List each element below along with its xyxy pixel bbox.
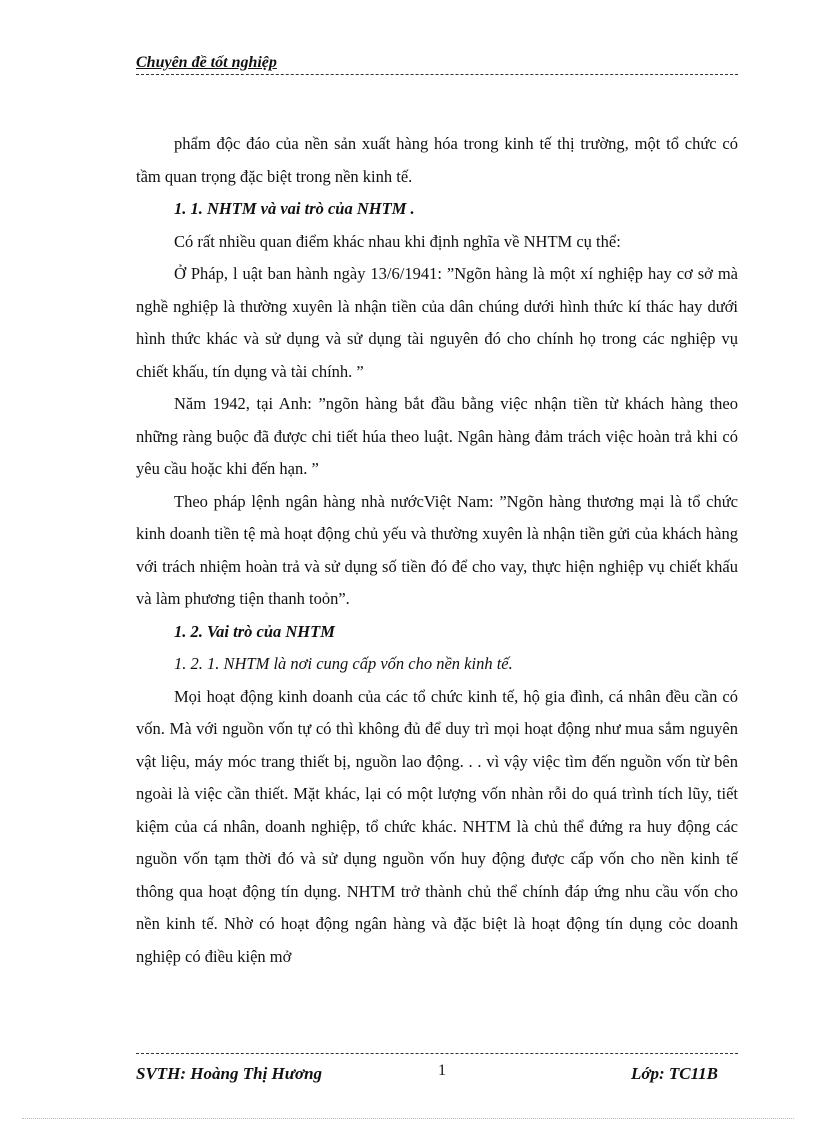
document-body (136, 128, 738, 973)
footer-author: SVTH: Hoàng Thị Hương (136, 1064, 323, 1083)
subsection-heading-1-2-1: 1. 2. 1. NHTM là nơi cung cấp vốn cho nền kinh tế. (174, 654, 513, 673)
paragraph-6: Mọi hoạt động kinh doanh của các tổ chức kinh tế, hộ gia đình, cá nhân đều cần có vốn. Mà với nguồn vốn tự có thì không đủ để duy trì mọi hoạt động như mua sắm nguyên vật liệu, máy móc trang thiết bị, nguồn lao động. . . vì vậy việc tìm đến nguồn vốn từ bên ngoài là việc cần thiết. Mặt khác, lại có một lượng vốn nhàn rỗi do quá trình tích lũy, tiết kiệm của cá nhân, doanh nghiệp, tổ chức khác. NHTM là chủ thể đứng ra huy động các nguồn vốn tạm thời đó và sử dụng nguồn vốn huy động được cấp vốn cho nền kinh tế thông qua hoạt động tín dụng. NHTM trở thành chủ thể chính đáp ứng nhu cầu vốn cho nền kinh tế. Nhờ có hoạt động ngân hàng và đặc biệt là hoạt động tín dụng cỏc doanh nghiệp có điều kiện mở (136, 686, 738, 966)
section-heading-1-1: 1. 1. NHTM và vai trò của NHTM . (174, 199, 415, 218)
header-title: Chuyên đề tốt nghiệp (136, 54, 277, 71)
page-number: 1 (438, 1062, 446, 1079)
paragraph-5: Theo pháp lệnh ngân hàng nhà nướcViệt Nam: ”Ngõn hàng thương mại là tổ chức kinh doanh tiền tệ mà hoạt động chủ yếu và thường xuyên là nhận tiền gửi của khách hàng với trách nhiệm hoàn trả và sử dụng số tiền đó để cho vay, thực hiện nghiệp vụ chiết khấu và làm phương tiện thanh toỏn”. (136, 491, 738, 608)
section-heading-1-2: 1. 2. Vai trò của NHTM (174, 621, 335, 641)
footer-class: Lớp: TC11B (630, 1064, 718, 1083)
paragraph-4: Năm 1942, tại Anh: ”ngõn hàng bắt đầu bằng việc nhận tiền từ khách hàng theo những ràng buộc đã được chi tiết húa theo luật. Ngân hàng đảm trách việc hoàn trả khi có yêu cầu hoặc khi đến hạn. ” (136, 394, 738, 478)
paragraph-1: phẩm độc đáo của nền sản xuất hàng hóa trong kinh tế thị trường, một tổ chức có tầm quan trọng đặc biệt trong nền kinh tế. (136, 134, 738, 186)
page-bottom-divider (22, 1118, 794, 1119)
page-footer (136, 1053, 738, 1090)
paragraph-2: Có rất nhiều quan điểm khác nhau khi định nghĩa về NHTM cụ thể: (174, 231, 621, 251)
paragraph-3: Ở Pháp, l uật ban hành ngày 13/6/1941: ”Ngõn hàng là một xí nghiệp hay cơ sở mà nghề nghiệp là thường xuyên là nhận tiền của dân chúng dưới hình thức kí thác hay dưới hình thức khác và sử dụng và sử dụng tài nguyên đó cho chính họ trong các nghiệp vụ chiết khấu, tín dụng và tài chính. ” (136, 264, 738, 381)
page-header (136, 50, 738, 75)
